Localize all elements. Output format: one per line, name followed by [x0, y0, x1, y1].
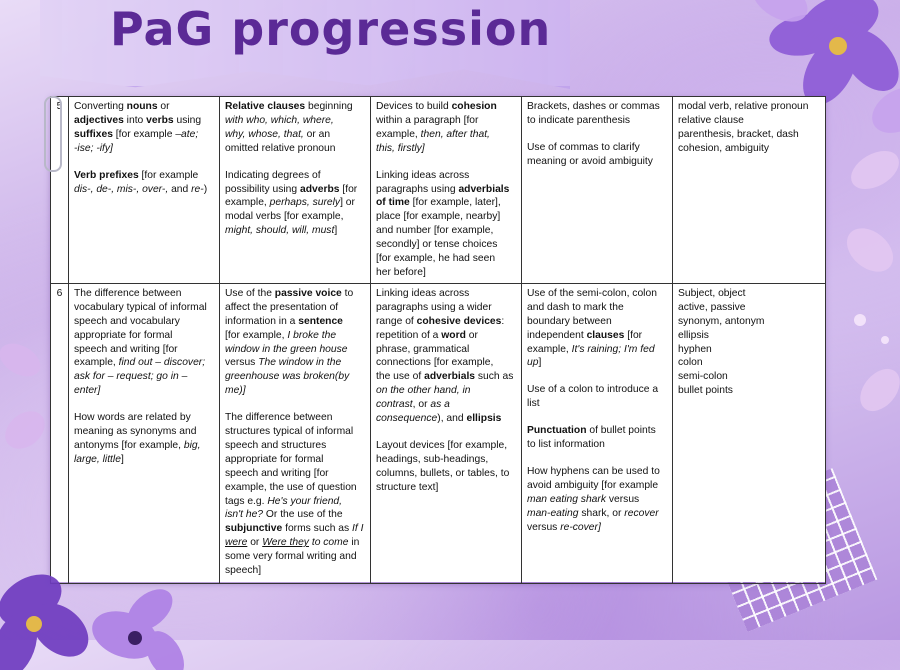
- cell-line: appropriate for formal: [74, 329, 173, 341]
- cell-line: ask for – request; go in –: [74, 371, 188, 383]
- table-cell: [220, 283, 371, 583]
- cell-line: up]: [527, 357, 542, 369]
- cell-line: Linking ideas across: [376, 287, 470, 299]
- cell-line: Subject, object: [678, 287, 746, 299]
- cell-line: speech]: [225, 565, 262, 577]
- cell-line: her before]: [376, 266, 426, 278]
- cell-line: modal verb, relative pronoun: [678, 101, 809, 112]
- cell-line: list: [527, 398, 540, 410]
- cell-line: boundary between: [527, 315, 612, 327]
- cell-line: might, should, will, must]: [225, 225, 338, 237]
- cell-line: example, perhaps, surely] or: [225, 197, 355, 209]
- cell-line: active, passive: [678, 301, 746, 313]
- table-cell: [673, 97, 826, 284]
- progression-table: [50, 96, 826, 584]
- cell-line: independent clauses [for: [527, 329, 643, 341]
- cell-line: Use of the semi-colon, colon: [527, 287, 657, 299]
- cell-line: place [for example, nearby]: [376, 211, 501, 223]
- cell-line: modal verbs [for example,: [225, 211, 344, 223]
- cell-line: isn't he? Or the use of the: [225, 509, 343, 521]
- cell-line: example, the use of question: [225, 481, 357, 493]
- cell-line: example, It's raining; I'm fed: [527, 343, 655, 355]
- cell-line: window in the green house: [225, 343, 348, 355]
- cell-line: speech and structures: [225, 439, 327, 451]
- cell-line: Use of commas to clarify: [527, 141, 640, 153]
- cell-line: relative clause: [678, 114, 744, 126]
- cell-paragraph: [376, 100, 516, 156]
- table-cell: [673, 283, 826, 583]
- cell-line: adjectives into verbs using: [74, 114, 202, 126]
- cell-line: Verb prefixes [for example: [74, 169, 199, 181]
- cell-paragraph: [74, 411, 214, 467]
- cell-line: avoid ambiguity [for example: [527, 479, 659, 491]
- cell-line: antonyms [for example, big,: [74, 439, 201, 451]
- document-sheet: [50, 96, 825, 582]
- table-cell: [371, 97, 522, 284]
- cell-line: this, firstly]: [376, 142, 425, 154]
- cell-line: columns, bullets, or tables, to: [376, 467, 510, 479]
- cell-line: secondly] or tense choices: [376, 239, 498, 251]
- table-cell: [371, 283, 522, 583]
- cell-line: affect the presentation of: [225, 301, 339, 313]
- cell-paragraph: [527, 287, 667, 370]
- table-row: [51, 97, 826, 284]
- cell-line: example, find out – discover;: [74, 357, 206, 369]
- cell-paragraph: [225, 411, 365, 578]
- cell-paragraph: [225, 100, 365, 156]
- table-cell: [220, 97, 371, 284]
- cell-line: Use of a colon to introduce a: [527, 384, 659, 396]
- cell-line: Devices to build cohesion: [376, 101, 497, 112]
- cell-line: How words are related by: [74, 412, 191, 424]
- cell-line: ellipsis: [678, 329, 709, 341]
- cell-line: example, then, after that,: [376, 128, 490, 140]
- cell-paragraph: [74, 169, 214, 197]
- cell-paragraph: [376, 439, 516, 495]
- cell-paragraph: [376, 287, 516, 426]
- cell-line: me)]: [225, 385, 246, 397]
- cell-line: greenhouse was broken(by: [225, 371, 350, 383]
- cell-line: speech and vocabulary: [74, 315, 180, 327]
- table-cell: [522, 283, 673, 583]
- cell-line: Punctuation of bullet points: [527, 425, 656, 437]
- paperclip-icon: [44, 96, 62, 172]
- cell-line: meaning as synonyms and: [74, 426, 197, 438]
- cell-line: synonym, antonym: [678, 315, 765, 327]
- cell-line: Converting nouns or: [74, 101, 170, 112]
- cell-line: of time [for example, later],: [376, 197, 501, 209]
- cell-paragraph: [225, 287, 365, 398]
- cell-line: Layout devices [for example,: [376, 439, 508, 451]
- cell-paragraph: [376, 169, 516, 280]
- cell-line: to indicate parenthesis: [527, 114, 631, 126]
- cell-line: vocabulary typical of informal: [74, 301, 207, 313]
- cell-line: versus re-cover]: [527, 521, 601, 533]
- cell-line: some very formal writing and: [225, 551, 357, 563]
- cell-line: -ise; -ify]: [74, 142, 113, 154]
- cell-line: bullet points: [678, 385, 733, 397]
- table-cell: [522, 97, 673, 284]
- cell-line: within a paragraph [for: [376, 114, 479, 126]
- cell-line: cohesion, ambiguity: [678, 142, 770, 154]
- cell-line: were or Were they to come in: [225, 537, 360, 549]
- cell-line: structure text]: [376, 481, 439, 493]
- cell-line: hyphen: [678, 343, 712, 355]
- cell-line: paragraphs using adverbials: [376, 183, 510, 195]
- cell-line: to list information: [527, 439, 605, 451]
- cell-line: The difference between: [74, 287, 182, 299]
- cell-paragraph: [678, 100, 820, 156]
- cell-line: consequence), and ellipsis: [376, 413, 502, 425]
- cell-line: omitted relative pronoun: [225, 142, 336, 154]
- cell-line: man eating shark versus: [527, 493, 640, 505]
- cell-paragraph: [678, 287, 820, 398]
- cell-line: and number [for example,: [376, 225, 494, 237]
- cell-line: Brackets, dashes or commas: [527, 101, 660, 112]
- cell-line: Indicating degrees of: [225, 169, 321, 181]
- cell-paragraph: [527, 465, 667, 535]
- cell-line: subjunctive forms such as If I: [225, 523, 364, 535]
- flower-right-icon: [830, 140, 900, 460]
- cell-line: [for example, he had seen: [376, 253, 496, 265]
- cell-paragraph: [527, 424, 667, 452]
- cell-line: paragraphs using a wider: [376, 301, 492, 313]
- cell-line: colon: [678, 357, 703, 369]
- cell-paragraph: [225, 169, 365, 239]
- cell-line: information in a sentence: [225, 315, 343, 327]
- cell-line: versus The window in the: [225, 357, 342, 369]
- cell-line: enter]: [74, 385, 101, 397]
- cell-line: phrase, grammatical: [376, 343, 470, 355]
- year-number: 6: [51, 283, 69, 583]
- table-cell: [69, 97, 220, 284]
- cell-paragraph: [527, 100, 667, 128]
- cell-line: How hyphens can be used to: [527, 465, 660, 477]
- cell-paragraph: [74, 287, 214, 398]
- cell-line: with who, which, where,: [225, 114, 334, 126]
- cell-line: and dash to mark the: [527, 301, 624, 313]
- cell-line: dis-, de-, mis-, over-, and re-): [74, 183, 208, 195]
- cell-line: range of cohesive devices:: [376, 315, 505, 327]
- page-title: PaG progression: [110, 2, 552, 56]
- cell-line: connections [for example,: [376, 357, 494, 369]
- cell-paragraph: [527, 141, 667, 169]
- cell-paragraph: [74, 100, 214, 156]
- cell-line: man-eating shark, or recover: [527, 507, 659, 519]
- cell-line: why, whose, that, or an: [225, 128, 331, 140]
- cell-line: appropriate for formal: [225, 453, 324, 465]
- cell-line: semi-colon: [678, 371, 728, 383]
- cell-line: speech and writing [for: [225, 467, 329, 479]
- cell-line: tags e.g. He's your friend,: [225, 495, 343, 507]
- cell-line: possibility using adverbs [for: [225, 183, 358, 195]
- cell-line: [for example, I broke the: [225, 329, 337, 341]
- cell-line: parenthesis, bracket, dash: [678, 128, 799, 140]
- cell-line: suffixes [for example –ate;: [74, 128, 199, 140]
- cell-line: The difference between: [225, 412, 333, 424]
- cell-line: contrast, or as a: [376, 399, 450, 411]
- cell-line: structures typical of informal: [225, 426, 354, 438]
- cell-paragraph: [527, 383, 667, 411]
- flower-bottom-left-icon: [0, 520, 210, 670]
- year-number: 5: [51, 97, 69, 284]
- cell-line: repetition of a word or: [376, 329, 478, 341]
- cell-line: Use of the passive voice to: [225, 287, 354, 299]
- cell-line: the use of adverbials such as: [376, 371, 514, 383]
- cell-line: Relative clauses beginning: [225, 101, 353, 112]
- cell-line: headings, sub-headings,: [376, 453, 489, 465]
- cell-line: speech and writing [for: [74, 343, 178, 355]
- cell-line: meaning or avoid ambiguity: [527, 155, 653, 167]
- cell-line: on the other hand, in: [376, 385, 471, 397]
- cell-line: Linking ideas across: [376, 169, 470, 181]
- cell-line: large, little]: [74, 453, 124, 465]
